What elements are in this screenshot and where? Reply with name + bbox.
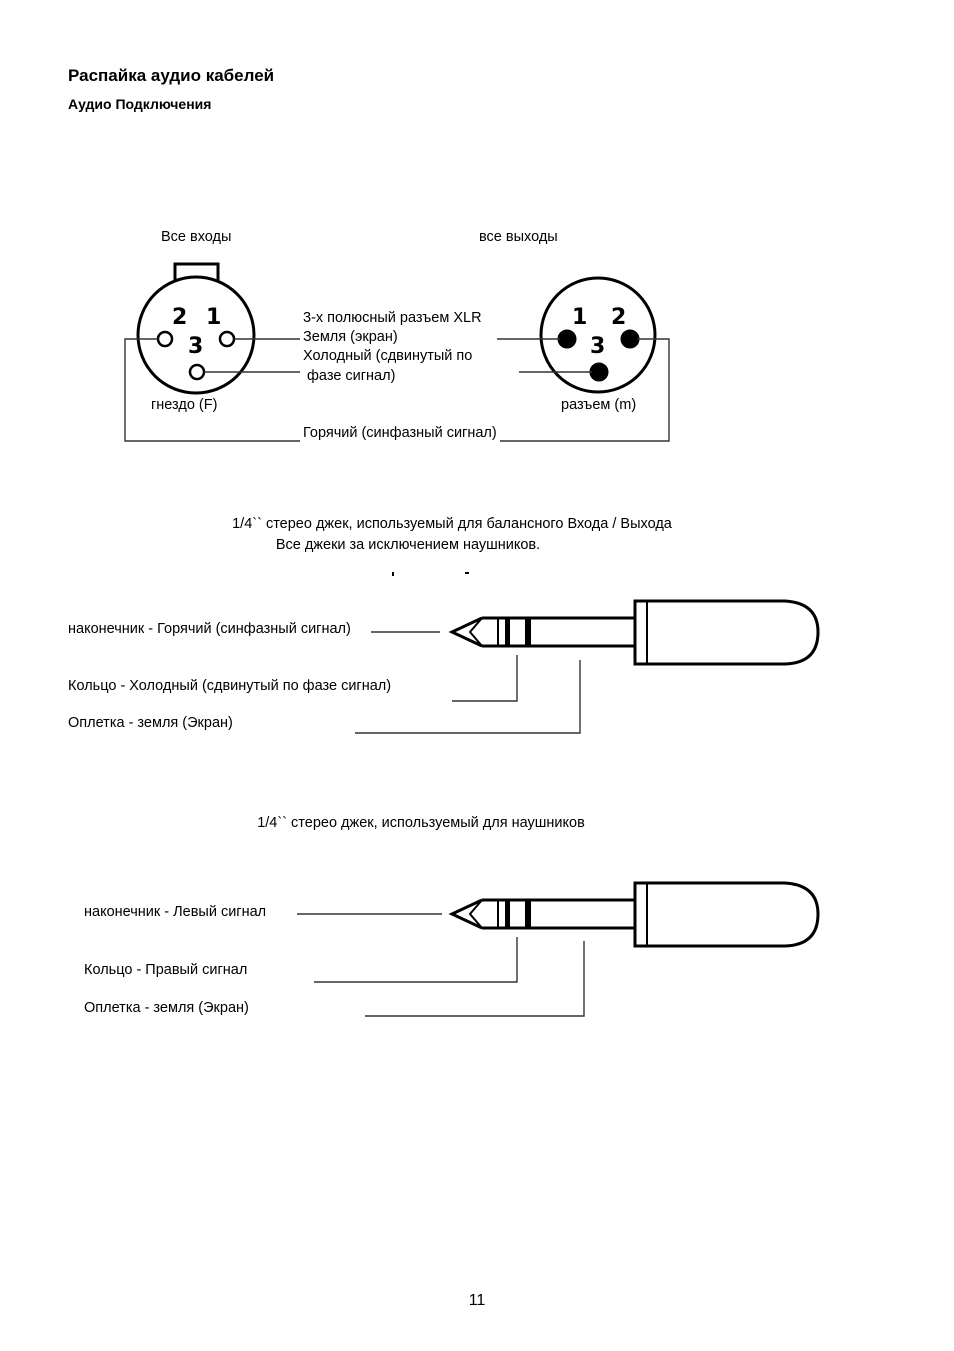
pin3-description-line2: фазе сигнал)	[307, 368, 396, 384]
balanced-sleeve-label: Оплетка - земля (Экран)	[68, 715, 233, 731]
xlr-connector-name: 3-х полюсный разъем XLR	[303, 310, 482, 326]
balanced-tip-label: наконечник - Горячий (синфазный сигнал)	[68, 621, 351, 637]
balanced-ring-label: Кольцо - Холодный (сдвинутый по фазе сигнал)	[68, 678, 392, 694]
female-pin-3-label: 3	[188, 334, 204, 359]
female-connector-label: гнездо (F)	[151, 397, 218, 413]
male-pin-3-label: 3	[590, 334, 606, 359]
male-pin-1-label: 1	[572, 305, 588, 330]
page-subtitle: Аудио Подключения	[68, 96, 212, 112]
headphone-jack-caption: 1/4`` стерео джек, используемый для наушников	[257, 815, 585, 831]
female-pin-2-label: 2	[172, 305, 188, 330]
headphone-tip-label: наконечник - Левый сигнал	[84, 904, 267, 920]
outputs-label: все выходы	[479, 229, 558, 245]
page-number: 11	[468, 1292, 486, 1309]
page-title: Распайка аудио кабелей	[68, 66, 275, 85]
headphone-ring-label: Кольцо - Правый сигнал	[84, 962, 248, 978]
pin1-description: Земля (экран)	[303, 329, 398, 345]
pin2-description: Горячий (синфазный сигнал)	[303, 425, 497, 441]
headphone-sleeve-label: Оплетка - земля (Экран)	[84, 1000, 249, 1016]
male-pin-2-label: 2	[611, 305, 627, 330]
pin3-description-line1: Холодный (сдвинутый по	[303, 348, 473, 364]
balanced-jack-caption-line1: 1/4`` стерео джек, используемый для балансного Входа / Выхода	[232, 516, 672, 532]
balanced-jack-caption-line2: Все джеки за исключением наушников.	[275, 537, 541, 553]
female-pin-1-label: 1	[206, 305, 222, 330]
male-connector-label: разъем (m)	[561, 397, 637, 413]
inputs-label: Все входы	[161, 229, 232, 245]
